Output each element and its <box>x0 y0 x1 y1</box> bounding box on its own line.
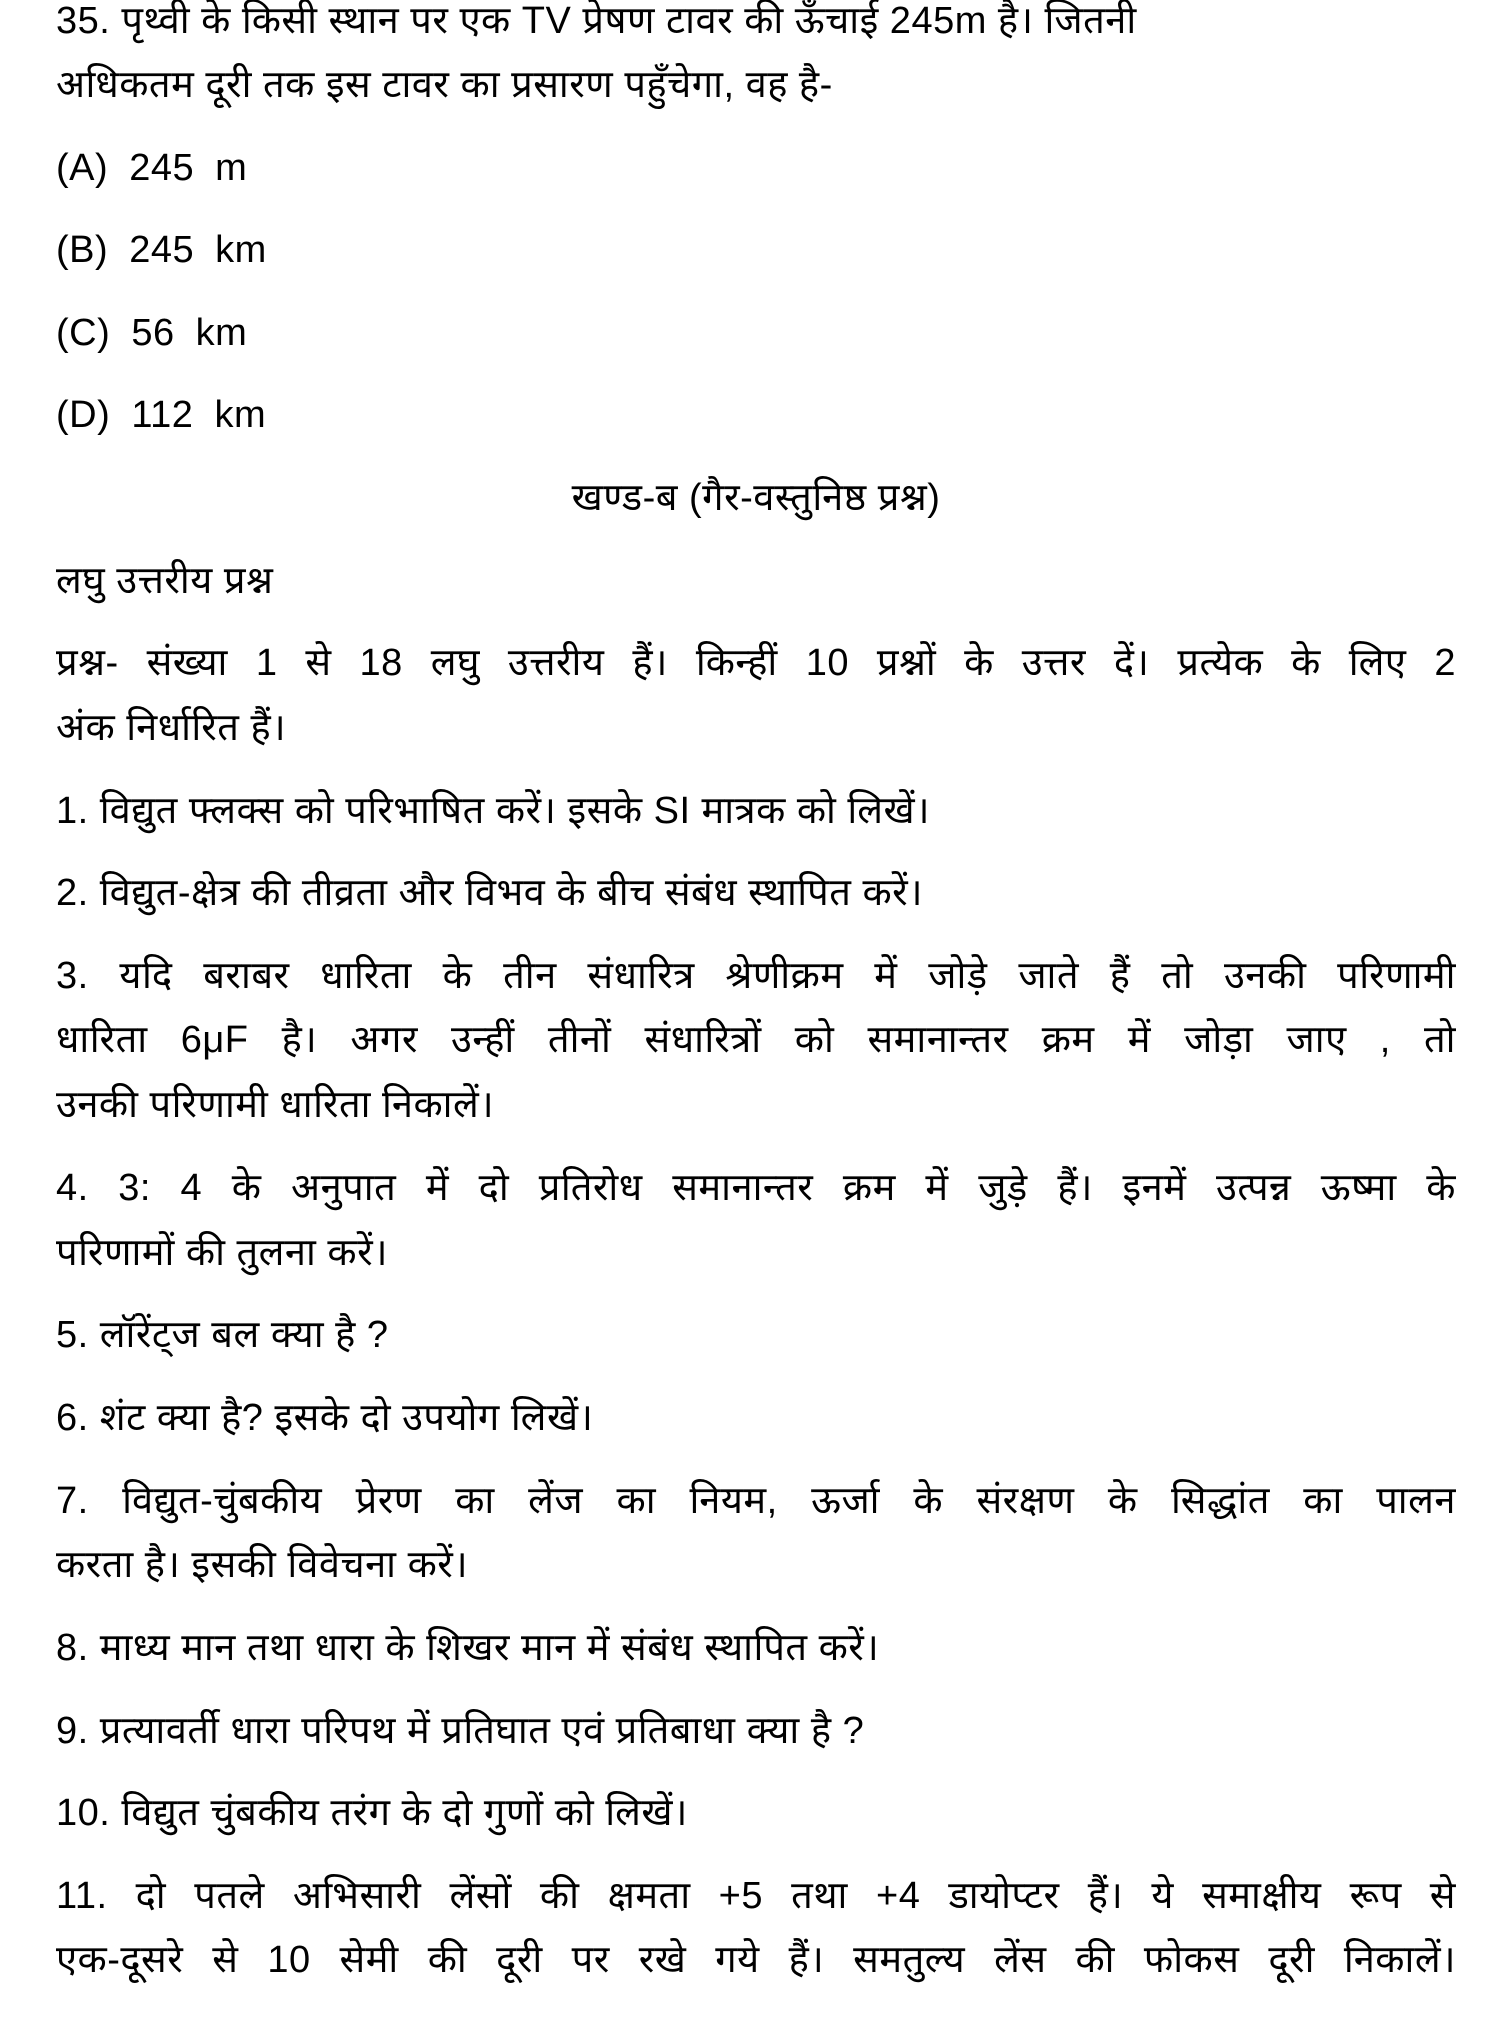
option-c-label: (C) <box>56 312 111 354</box>
question-4-line-2: परिणामों की तुलना करें। <box>56 1232 389 1274</box>
question-11-line-2: एक-दूसरे से 10 सेमी की दूरी पर रखे गये हैं। समतुल्य लेंस की फोकस दूरी निकालें। <box>56 1939 1456 1981</box>
option-d <box>56 390 266 440</box>
question-5: 5. लॉरेंट्ज बल क्या है ? <box>56 1314 389 1356</box>
section-heading: खण्ड-ब (गैर-वस्तुनिष्ठ प्रश्न) <box>571 477 941 519</box>
instructions-line-2: अंक निर्धारित हैं। <box>56 707 287 749</box>
question-3-line-2: धारिता 6μF है। अगर उन्हीं तीनों संधारित्रों को समानान्तर क्रम में जोड़ा जाए , तो <box>56 1019 1456 1061</box>
question-9: 9. प्रत्यावर्ती धारा परिपथ में प्रतिघात एवं प्रतिबाधा क्या है ? <box>56 1710 865 1752</box>
question-6: 6. शंट क्या है? इसके दो उपयोग लिखें। <box>56 1397 594 1439</box>
option-c <box>56 308 247 358</box>
section-subheading: लघु उत्तरीय प्रश्न <box>56 560 274 602</box>
option-b <box>56 225 267 275</box>
question-4-line-1: 4. 3: 4 के अनुपात में दो प्रतिरोध समानान्तर क्रम में जुड़े हैं। इनमें उत्पन्न ऊष्मा के <box>56 1167 1456 1209</box>
option-d-label: (D) <box>56 394 111 436</box>
question-8: 8. माध्य मान तथा धारा के शिखर मान में संबंध स्थापित करें। <box>56 1627 880 1669</box>
option-a-label: (A) <box>56 147 109 189</box>
option-a-value: 245 m <box>129 147 248 189</box>
question-3-line-1: 3. यदि बराबर धारिता के तीन संधारित्र श्रेणीक्रम में जोड़े जाते हैं तो उनकी परिणामी <box>56 955 1456 997</box>
question-3-line-3: उनकी परिणामी धारिता निकालें। <box>56 1084 495 1126</box>
option-c-value: 56 km <box>131 312 248 354</box>
question-7-line-2: करता है। इसकी विवेचना करें। <box>56 1544 469 1586</box>
question-7-line-1: 7. विद्युत-चुंबकीय प्रेरण का लेंज का नियम, ऊर्जा के संरक्षण के सिद्धांत का पालन <box>56 1480 1456 1522</box>
option-d-value: 112 km <box>131 394 267 436</box>
question-35-line-2: अधिकतम दूरी तक इस टावर का प्रसारण पहुँचेगा, वह है- <box>56 64 833 106</box>
option-b-value: 245 km <box>129 229 267 271</box>
question-35-line-1: 35. पृथ्वी के किसी स्थान पर एक TV प्रेषण टावर की ऊँचाई 245m है। जितनी <box>56 0 1137 42</box>
question-10: 10. विद्युत चुंबकीय तरंग के दो गुणों को लिखें। <box>56 1792 688 1834</box>
option-a <box>56 143 247 193</box>
question-2: 2. विद्युत-क्षेत्र की तीव्रता और विभव के बीच संबंध स्थापित करें। <box>56 872 924 914</box>
question-1: 1. विद्युत फ्लक्स को परिभाषित करें। इसके SI मात्रक को लिखें। <box>56 790 931 832</box>
question-11-line-1: 11. दो पतले अभिसारी लेंसों की क्षमता +5 तथा +4 डायोप्टर हैं। ये समाक्षीय रूप से <box>56 1875 1456 1917</box>
option-b-label: (B) <box>56 229 109 271</box>
instructions-line-1: प्रश्न- संख्या 1 से 18 लघु उत्तरीय हैं। किन्हीं 10 प्रश्नों के उत्तर दें। प्रत्येक के लिए 2 <box>56 642 1456 684</box>
